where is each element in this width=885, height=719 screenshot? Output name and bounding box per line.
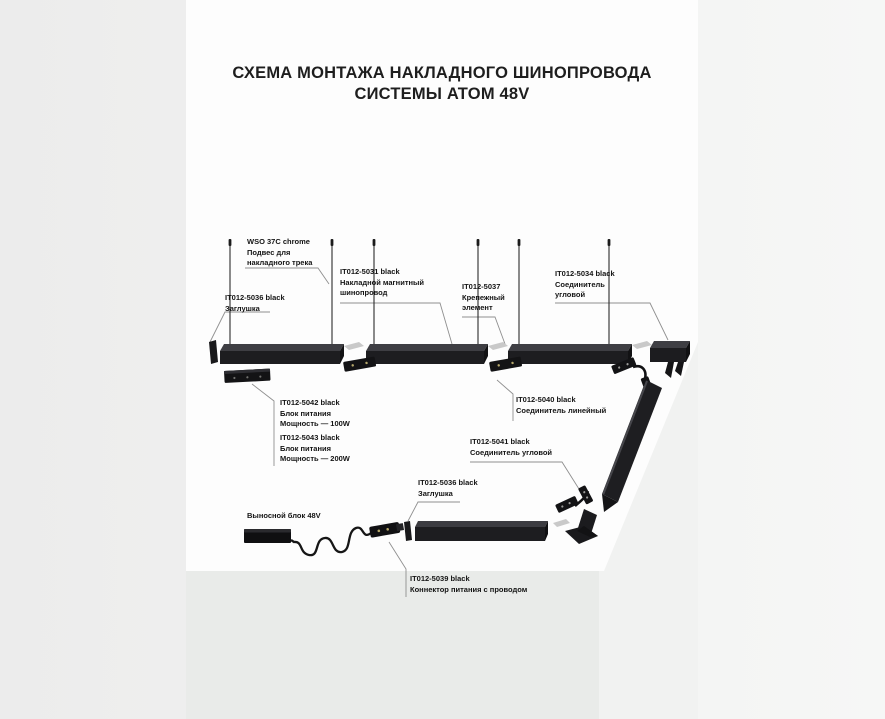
end-cap-top-part (209, 340, 218, 364)
label-psu-200: IT012-5043 black Блок питания Мощность — 200W (280, 433, 350, 463)
power-supply-block-part (224, 369, 271, 383)
label-end-cap-bottom: IT012-5036 black Заглушка (418, 478, 478, 498)
linear-connector-part-1 (343, 356, 376, 371)
track-segment-3 (508, 344, 632, 364)
floor-shade (186, 571, 599, 719)
label-end-cap-top: IT012-5036 black Заглушка (225, 293, 285, 313)
bottom-track-segment (404, 521, 548, 541)
corner-bracket-bottom-part (565, 509, 598, 544)
page-title (186, 63, 698, 105)
label-psu-100: IT012-5042 black Блок питания Мощность — 100W (280, 398, 350, 428)
remote-driver-block-part (244, 529, 291, 543)
label-remote-block: Выносной блок 48V (247, 511, 321, 520)
track-segment-1 (220, 344, 344, 364)
label-corner-connector-top: IT012-5034 black Соединитель угловой (555, 269, 615, 299)
flex-connector-bottom-part (555, 485, 593, 513)
label-corner-connector-flex: IT012-5041 black Соединитель угловой (470, 437, 553, 457)
corner-connector-top-part (650, 341, 690, 378)
label-suspension: WSO 37C chrome Подвес для накладного трека (247, 237, 313, 267)
track-segment-2 (366, 344, 488, 364)
page-title-line2: СИСТЕМЫ ATOM 48V (354, 85, 530, 103)
leader-lines (210, 268, 668, 597)
page-title-line1: СХЕМА МОНТАЖА НАКЛАДНОГО ШИНОПРОВОДА (232, 64, 652, 82)
label-fastener: IT012-5037 Крепежный элемент (462, 282, 505, 312)
label-linear-connector: IT012-5040 black Соединитель линейный (516, 395, 607, 415)
power-cord-connector-part (291, 521, 404, 555)
label-busbar: IT012-5031 black Накладной магнитный шинопровод (340, 267, 425, 297)
linear-connector-part-2 (489, 356, 522, 371)
label-power-connector: IT012-5039 black Коннектор питания с проводом (410, 574, 528, 594)
